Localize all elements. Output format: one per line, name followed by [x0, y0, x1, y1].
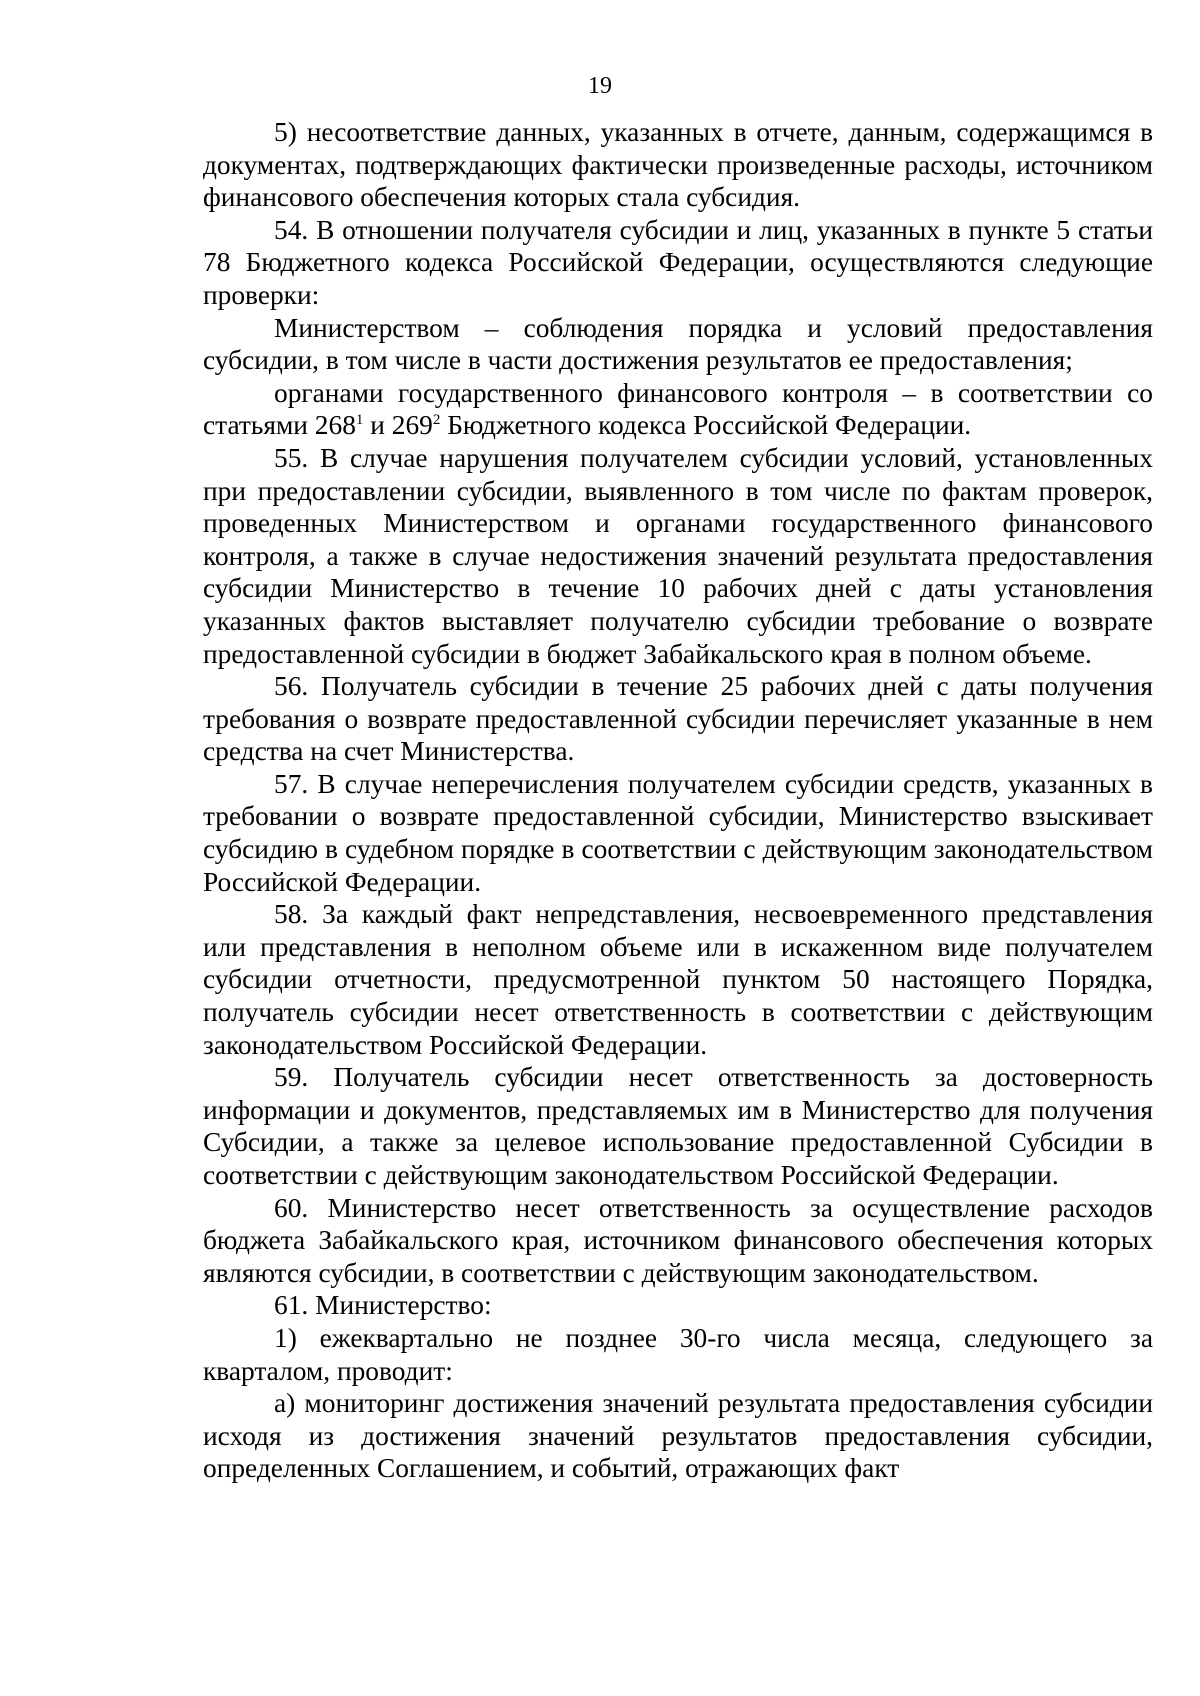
paragraph-54: 54. В отношении получателя субсидии и лиц, указанных в пункте 5 статьи 78 Бюджетного кодекса Российской Федерации, осуществляются следующие проверки: [203, 214, 1153, 310]
document-body [203, 116, 1153, 1485]
superscript-1: 1 [355, 412, 364, 429]
paragraph-text-part-c: Бюджетного кодекса Российской Федерации. [440, 410, 972, 441]
paragraph-60: 60. Министерство несет ответственность за осуществление расходов бюджета Забайкальского края, источником финансового обеспечения которых являются субсидии, в соответствии с действующим законодательством. [203, 1192, 1153, 1288]
paragraph-5-item: 5) несоответствие данных, указанных в отчете, данным, содержащимся в документах, подтверждающих фактически произведенные расходы, источником финансового обеспечения которых стала субсидия. [203, 117, 1153, 213]
paragraph-ministry-check: Министерством – соблюдения порядка и условий предоставления субсидии, в том числе в части достижения результатов ее предоставления; [203, 312, 1153, 376]
paragraph-59: 59. Получатель субсидии несет ответственность за достоверность информации и документов, представляемых им в Министерство для получения Субсидии, а также за целевое использование предоставленной Субсидии в соответствии с действующим законодательством Российской Федерации. [203, 1062, 1153, 1190]
paragraph-text-part-a: органами государственного финансового контроля – в соответствии со статьями 268 [203, 377, 1153, 441]
page-number: 19 [588, 73, 612, 99]
paragraph-55: 55. В случае нарушения получателем субсидии условий, установленных при предоставлении субсидии, выявленного в том числе по фактам проверок, проведенных Министерством и органами государственного финансового контроля, а также в случае недостижения значений результата предоставления субсидии Министерство в течение 10 рабочих дней с даты установления указанных фактов выставляет получателю субсидии требование о возврате предоставленной субсидии в бюджет Забайкальского края в полном объеме. [203, 442, 1153, 669]
paragraph-61-item-1: 1) ежеквартально не позднее 30-го числа месяца, следующего за кварталом, проводит: [203, 1322, 1153, 1386]
paragraph-financial-control [203, 377, 1153, 442]
paragraph-56: 56. Получатель субсидии в течение 25 рабочих дней с даты получения требования о возврате предоставленной субсидии перечисляет указанные в нем средства на счет Министерства. [203, 671, 1153, 767]
paragraph-58: 58. За каждый факт непредставления, несвоевременного представления или представления в неполном объеме или в искаженном виде получателем субсидии отчетности, предусмотренной пунктом 50 настоящего Порядка, получатель субсидии несет ответственность в соответствии с действующим законодательством Российской Федерации. [203, 899, 1153, 1060]
superscript-2: 2 [432, 412, 441, 429]
paragraph-61: 61. Министерство: [274, 1290, 492, 1321]
paragraph-61-item-1a: а) мониторинг достижения значений результата предоставления субсидии исходя из достижения значений результатов предоставления субсидии, определенных Соглашением, и событий, отражающих факт [203, 1388, 1153, 1484]
paragraph-57: 57. В случае неперечисления получателем субсидии средств, указанных в требовании о возврате предоставленной субсидии, Министерство взыскивает субсидию в судебном порядке в соответствии с действующим законодательством Российской Федерации. [203, 768, 1153, 897]
paragraph-text-part-b: и 269 [363, 410, 433, 441]
